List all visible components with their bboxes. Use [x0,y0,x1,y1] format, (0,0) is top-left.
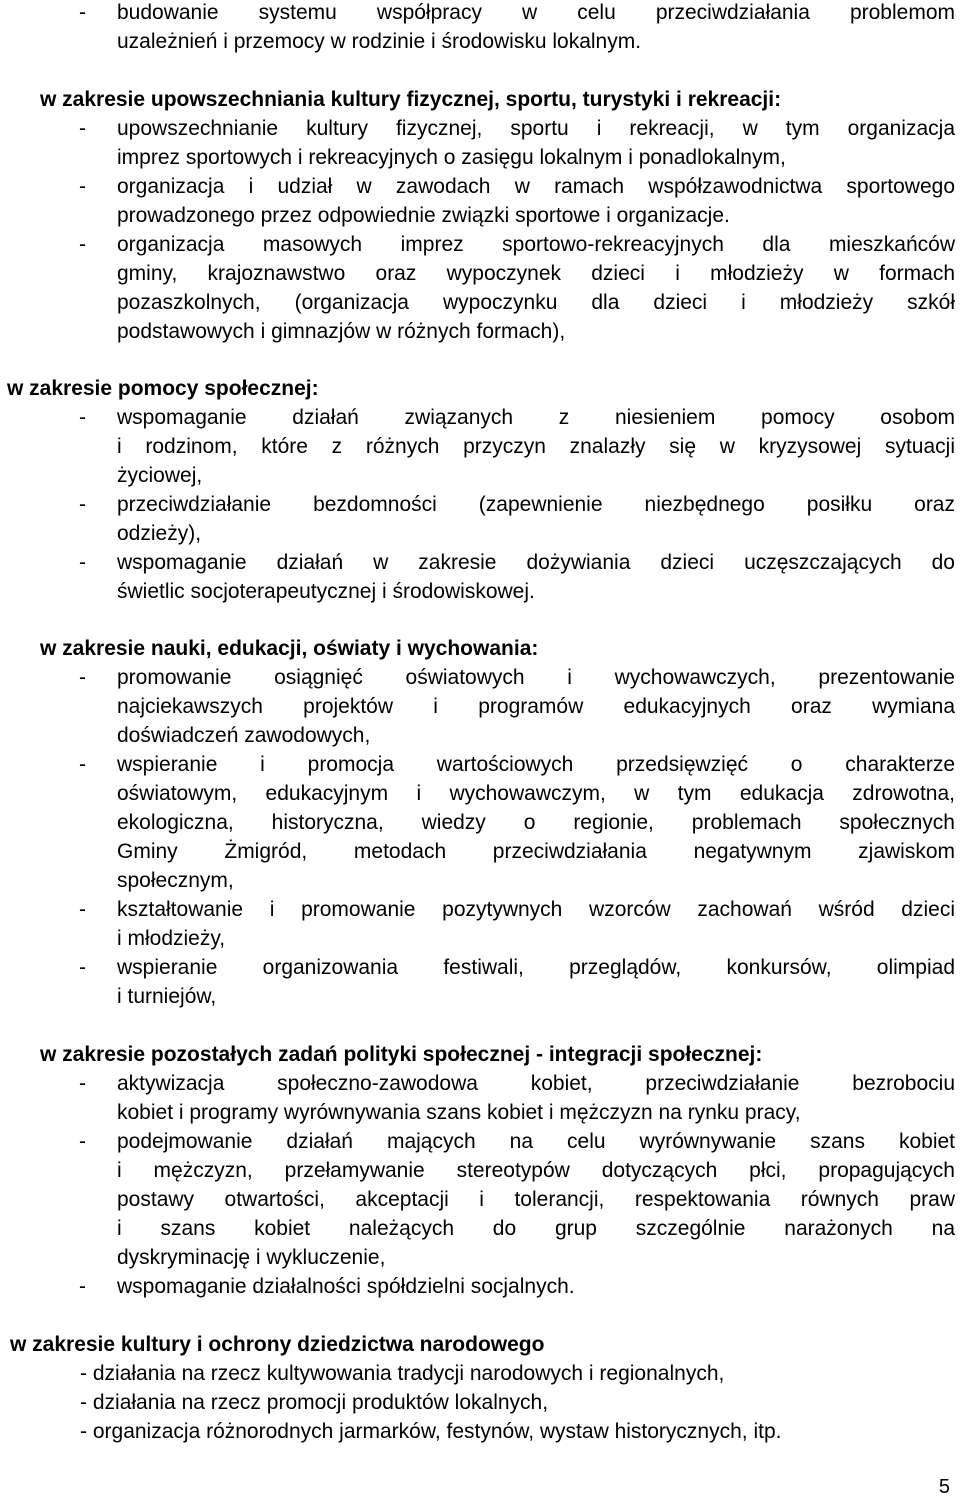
list-bullet-dash: - [79,1,86,24]
list-item-line: doświadczeń zawodowych, [117,724,371,747]
list-item-text: działania na rzecz promocji produktów lokalnych, [92,1391,549,1414]
list-bullet-dash: - [80,1362,87,1385]
list-item-line: przeciwdziałanie bezdomności (zapewnienie niezbędnego posiłku oraz [117,493,955,516]
list-item-line: dyskryminację i wykluczenie, [117,1246,386,1269]
list-item-line: organizacja i udział w zawodach w ramach współzawodnictwa sportowego [117,175,955,198]
section-heading-integration: w zakresie pozostałych zadań polityki społecznej - integracji społecznej: [40,1043,763,1066]
section-heading-social-help: w zakresie pomocy społecznej: [7,377,319,400]
list-item-line: wspieranie i promocja wartościowych przedsięwzięć o charakterze [117,753,955,776]
list-item-text: organizacja różnorodnych jarmarków, festynów, wystaw historycznych, itp. [92,1420,782,1443]
list-item-line: odzieży), [117,522,202,545]
list-item-line: wspomaganie działań w zakresie dożywiania dzieci uczęszczających do [117,551,955,574]
list-item-line [80,1359,724,1388]
list-item-line: wspomaganie działalności spółdzielni socjalnych. [117,1275,575,1298]
list-bullet-dash: - [79,117,86,140]
list-bullet-dash: - [79,175,86,198]
list-item-line: uzależnień i przemocy w rodzinie i środowisku lokalnym. [117,30,642,53]
list-bullet-dash: - [79,898,86,921]
list-item-line: gminy, krajoznawstwo oraz wypoczynek dzieci i młodzieży w formach [117,262,955,285]
list-item-line [80,1417,781,1446]
section-heading-education: w zakresie nauki, edukacji, oświaty i wychowania: [40,637,539,660]
list-bullet-dash: - [79,1072,86,1095]
list-item-line: i mężczyzn, przełamywanie stereotypów dotyczących płci, propagujących [117,1159,955,1182]
list-item-line: Gminy Żmigród, metodach przeciwdziałania negatywnym zjawiskom [117,840,955,863]
list-item-line: postawy otwartości, akceptacji i tolerancji, respektowania równych praw [117,1188,955,1211]
section-heading-sport: w zakresie upowszechniania kultury fizycznej, sportu, turystyki i rekreacji: [40,88,782,111]
list-item-line: i szans kobiet należących do grup szczególnie narażonych na [117,1217,955,1240]
list-item-line: budowanie systemu współpracy w celu przeciwdziałania problemom [117,1,955,24]
list-item-line: podstawowych i gimnazjów w różnych formach), [117,320,566,343]
list-item-line: prowadzonego przez odpowiednie związki sportowe i organizacje. [117,204,730,227]
list-item-line: podejmowanie działań mających na celu wyrównywanie szans kobiet [117,1130,955,1153]
list-bullet-dash: - [79,493,86,516]
list-item-line: wspieranie organizowania festiwali, przeglądów, konkursów, olimpiad [117,956,955,979]
list-item-line: pozaszkolnych, (organizacja wypoczynku dla dzieci i młodzieży szkół [117,291,955,314]
list-item-line: aktywizacja społeczno-zawodowa kobiet, przeciwdziałanie bezrobociu [117,1072,955,1095]
list-item-line: życiowej, [117,464,203,487]
list-item-line: upowszechnianie kultury fizycznej, sportu i rekreacji, w tym organizacja [117,117,955,140]
list-item-line: społecznym, [117,869,234,892]
list-bullet-dash: - [79,753,86,776]
list-item-line [80,1388,548,1417]
list-item-line: najciekawszych projektów i programów edukacyjnych oraz wymiana [117,695,955,718]
list-item-line: i turniejów, [117,985,217,1008]
list-item-line: i rodzinom, które z różnych przyczyn znalazły się w kryzysowej sytuacji [117,435,955,458]
section-heading-culture: w zakresie kultury i ochrony dziedzictwa narodowego [10,1333,545,1356]
list-bullet-dash: - [79,1275,86,1298]
list-item-line: ekologiczna, historyczna, wiedzy o regionie, problemach społecznych [117,811,955,834]
list-item-line: i młodzieży, [117,927,226,950]
list-bullet-dash: - [79,406,86,429]
list-bullet-dash: - [80,1420,87,1443]
list-bullet-dash: - [79,1130,86,1153]
list-item-text: działania na rzecz kultywowania tradycji narodowych i regionalnych, [92,1362,725,1385]
list-item-line: promowanie osiągnięć oświatowych i wychowawczych, prezentowanie [117,666,955,689]
list-bullet-dash: - [79,666,86,689]
list-item-line: imprez sportowych i rekreacyjnych o zasięgu lokalnym i ponadlokalnym, [117,146,786,169]
list-bullet-dash: - [79,956,86,979]
list-item-line: kształtowanie i promowanie pozytywnych wzorców zachowań wśród dzieci [117,898,955,921]
list-item-line: wspomaganie działań związanych z niesieniem pomocy osobom [117,406,955,429]
list-bullet-dash: - [79,233,86,256]
list-bullet-dash: - [79,551,86,574]
list-item-line: świetlic socjoterapeutycznej i środowiskowej. [117,580,535,603]
list-item-line: oświatowym, edukacyjnym i wychowawczym, w tym edukacja zdrowotna, [117,782,955,805]
list-item-line: organizacja masowych imprez sportowo-rekreacyjnych dla mieszkańców [117,233,955,256]
list-item-line: kobiet i programy wyrównywania szans kobiet i mężczyzn na rynku pracy, [117,1101,801,1124]
list-bullet-dash: - [80,1391,87,1414]
page-number: 5 [938,1476,950,1498]
